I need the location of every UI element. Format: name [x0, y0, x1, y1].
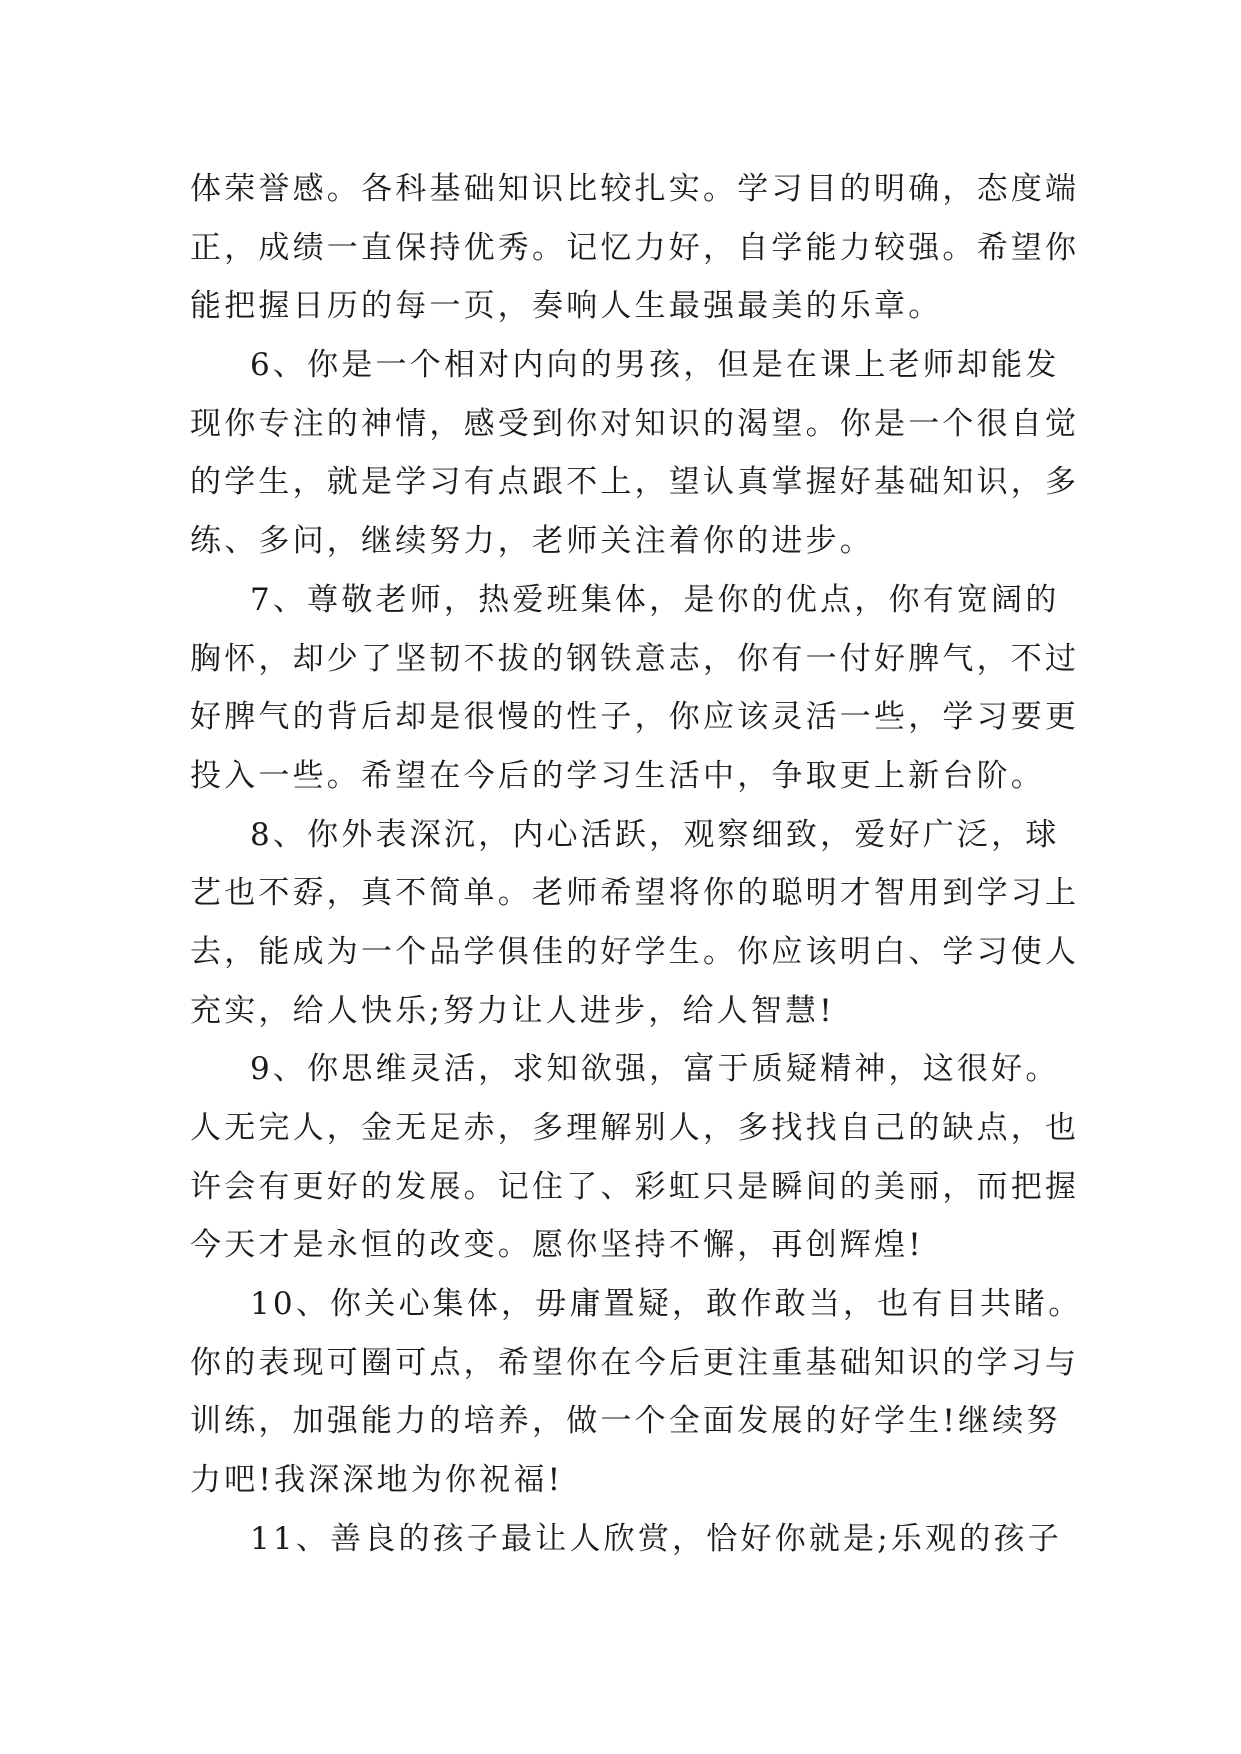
text-line: 体荣誉感。各科基础知识比较扎实。学习目的明确，态度端 — [190, 171, 1080, 207]
text-line: 能把握日历的每一页，奏响人生最强最美的乐章。 — [190, 288, 943, 325]
text-line: 11、善良的孩子最让人欣赏，恰好你就是;乐观的孩子 — [250, 1520, 1062, 1557]
text-line: 7、尊敬老师，热爱班集体，是你的优点，你有宽阔的 — [250, 581, 1060, 618]
text-line: 8、你外表深沉，内心活跃，观察细致，爱好广泛，球 — [250, 816, 1060, 853]
paragraph-8 — [190, 806, 1080, 1041]
text-line: 9、你思维灵活，求知欲强，富于质疑精神，这很好。 — [250, 1051, 1060, 1088]
text-line: 正，成绩一直保持优秀。记忆力好，自学能力较强。希望你 — [190, 229, 1080, 266]
text-line: 6、你是一个相对内向的男孩，但是在课上老师却能发 — [250, 347, 1060, 384]
text-line: 10、你关心集体，毋庸置疑，敢作敢当，也有目共睹。 — [250, 1286, 1083, 1323]
text-line: 训练，加强能力的培养，做一个全面发展的好学生!继续努 — [190, 1403, 1061, 1440]
paragraph-7 — [190, 571, 1080, 806]
text-line: 力吧!我深深地为你祝福! — [190, 1462, 564, 1499]
text-line: 现你专注的神情，感受到你对知识的渴望。你是一个很自觉 — [190, 405, 1080, 442]
text-line: 今天才是永恒的改变。愿你坚持不懈，再创辉煌! — [190, 1227, 924, 1264]
paragraph-11 — [190, 1510, 1062, 1569]
text-line: 好脾气的背后却是很慢的性子，你应该灵活一些，学习要更 — [190, 699, 1080, 736]
text-line: 去，能成为一个品学俱佳的好学生。你应该明白、学习使人 — [190, 933, 1080, 970]
text-line: 的学生，就是学习有点跟不上，望认真掌握好基础知识，多 — [190, 464, 1080, 501]
paragraph-continuation — [190, 160, 1080, 336]
text-line: 投入一些。希望在今后的学习生活中，争取更上新台阶。 — [190, 757, 1045, 794]
text-line: 艺也不孬，真不简单。老师希望将你的聪明才智用到学习上 — [190, 875, 1080, 912]
document-page — [190, 160, 1083, 1569]
text-line: 练、多问，继续努力，老师关注着你的进步。 — [190, 523, 874, 560]
paragraph-9 — [190, 1040, 1080, 1275]
paragraph-6 — [190, 336, 1080, 571]
paragraph-10 — [190, 1275, 1083, 1510]
text-line: 许会有更好的发展。记住了、彩虹只是瞬间的美丽，而把握 — [190, 1168, 1080, 1205]
text-line: 人无完人，金无足赤，多理解别人，多找找自己的缺点，也 — [190, 1110, 1080, 1146]
text-line: 胸怀，却少了坚韧不拔的钢铁意志，你有一付好脾气，不过 — [190, 640, 1080, 677]
text-line: 你的表现可圈可点，希望你在今后更注重基础知识的学习与 — [190, 1344, 1080, 1381]
text-line: 充实，给人快乐;努力让人进步，给人智慧! — [190, 992, 835, 1029]
